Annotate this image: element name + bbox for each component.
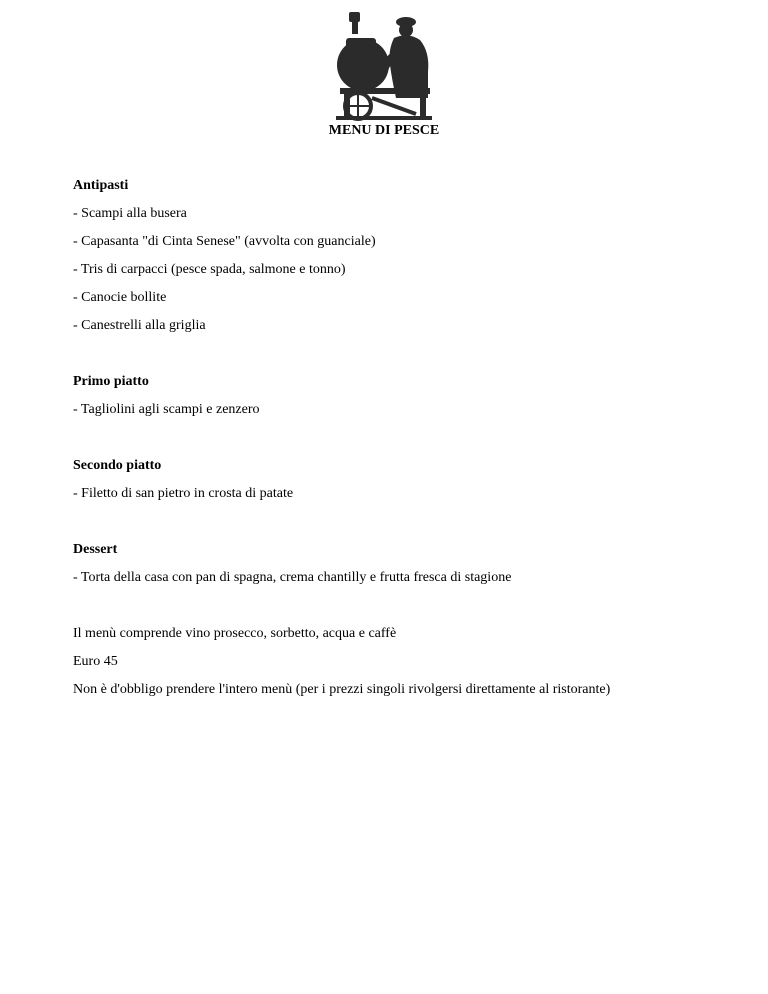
section-heading-antipasti: Antipasti: [73, 178, 129, 193]
section-heading-dessert: Dessert: [73, 542, 118, 557]
menu-item: - Canocie bollite: [73, 290, 167, 305]
menu-includes: Il menù comprende vino prosecco, sorbetto, acqua e caffè: [73, 626, 397, 641]
spacer: [73, 597, 733, 625]
menu-item: - Torta della casa con pan di spagna, crema chantilly e frutta fresca di stagione: [73, 570, 512, 585]
page-title: MENU DI PESCE: [328, 123, 440, 138]
section-heading-primo: Primo piatto: [73, 374, 149, 389]
menu-item: - Capasanta "di Cinta Senese" (avvolta con guanciale): [73, 234, 376, 249]
menu-item: - Canestrelli alla griglia: [73, 318, 206, 333]
section-heading-secondo: Secondo piatto: [73, 458, 162, 473]
menu-price: Euro 45: [73, 654, 118, 669]
menu-item: - Filetto di san pietro in crosta di patate: [73, 486, 294, 501]
menu-item: - Tris di carpacci (pesce spada, salmone e tonno): [73, 262, 346, 277]
spacer: [73, 429, 733, 457]
restaurant-logo: [332, 10, 438, 122]
spacer: [73, 513, 733, 541]
cook-silhouette-icon: [332, 10, 438, 122]
spacer: [73, 345, 733, 373]
menu-content: [73, 177, 733, 709]
menu-item: - Scampi alla busera: [73, 206, 187, 221]
menu-item: - Tagliolini agli scampi e zenzero: [73, 402, 260, 417]
menu-note: Non è d'obbligo prendere l'intero menù (per i prezzi singoli rivolgersi direttamente al ristorante): [73, 682, 611, 697]
